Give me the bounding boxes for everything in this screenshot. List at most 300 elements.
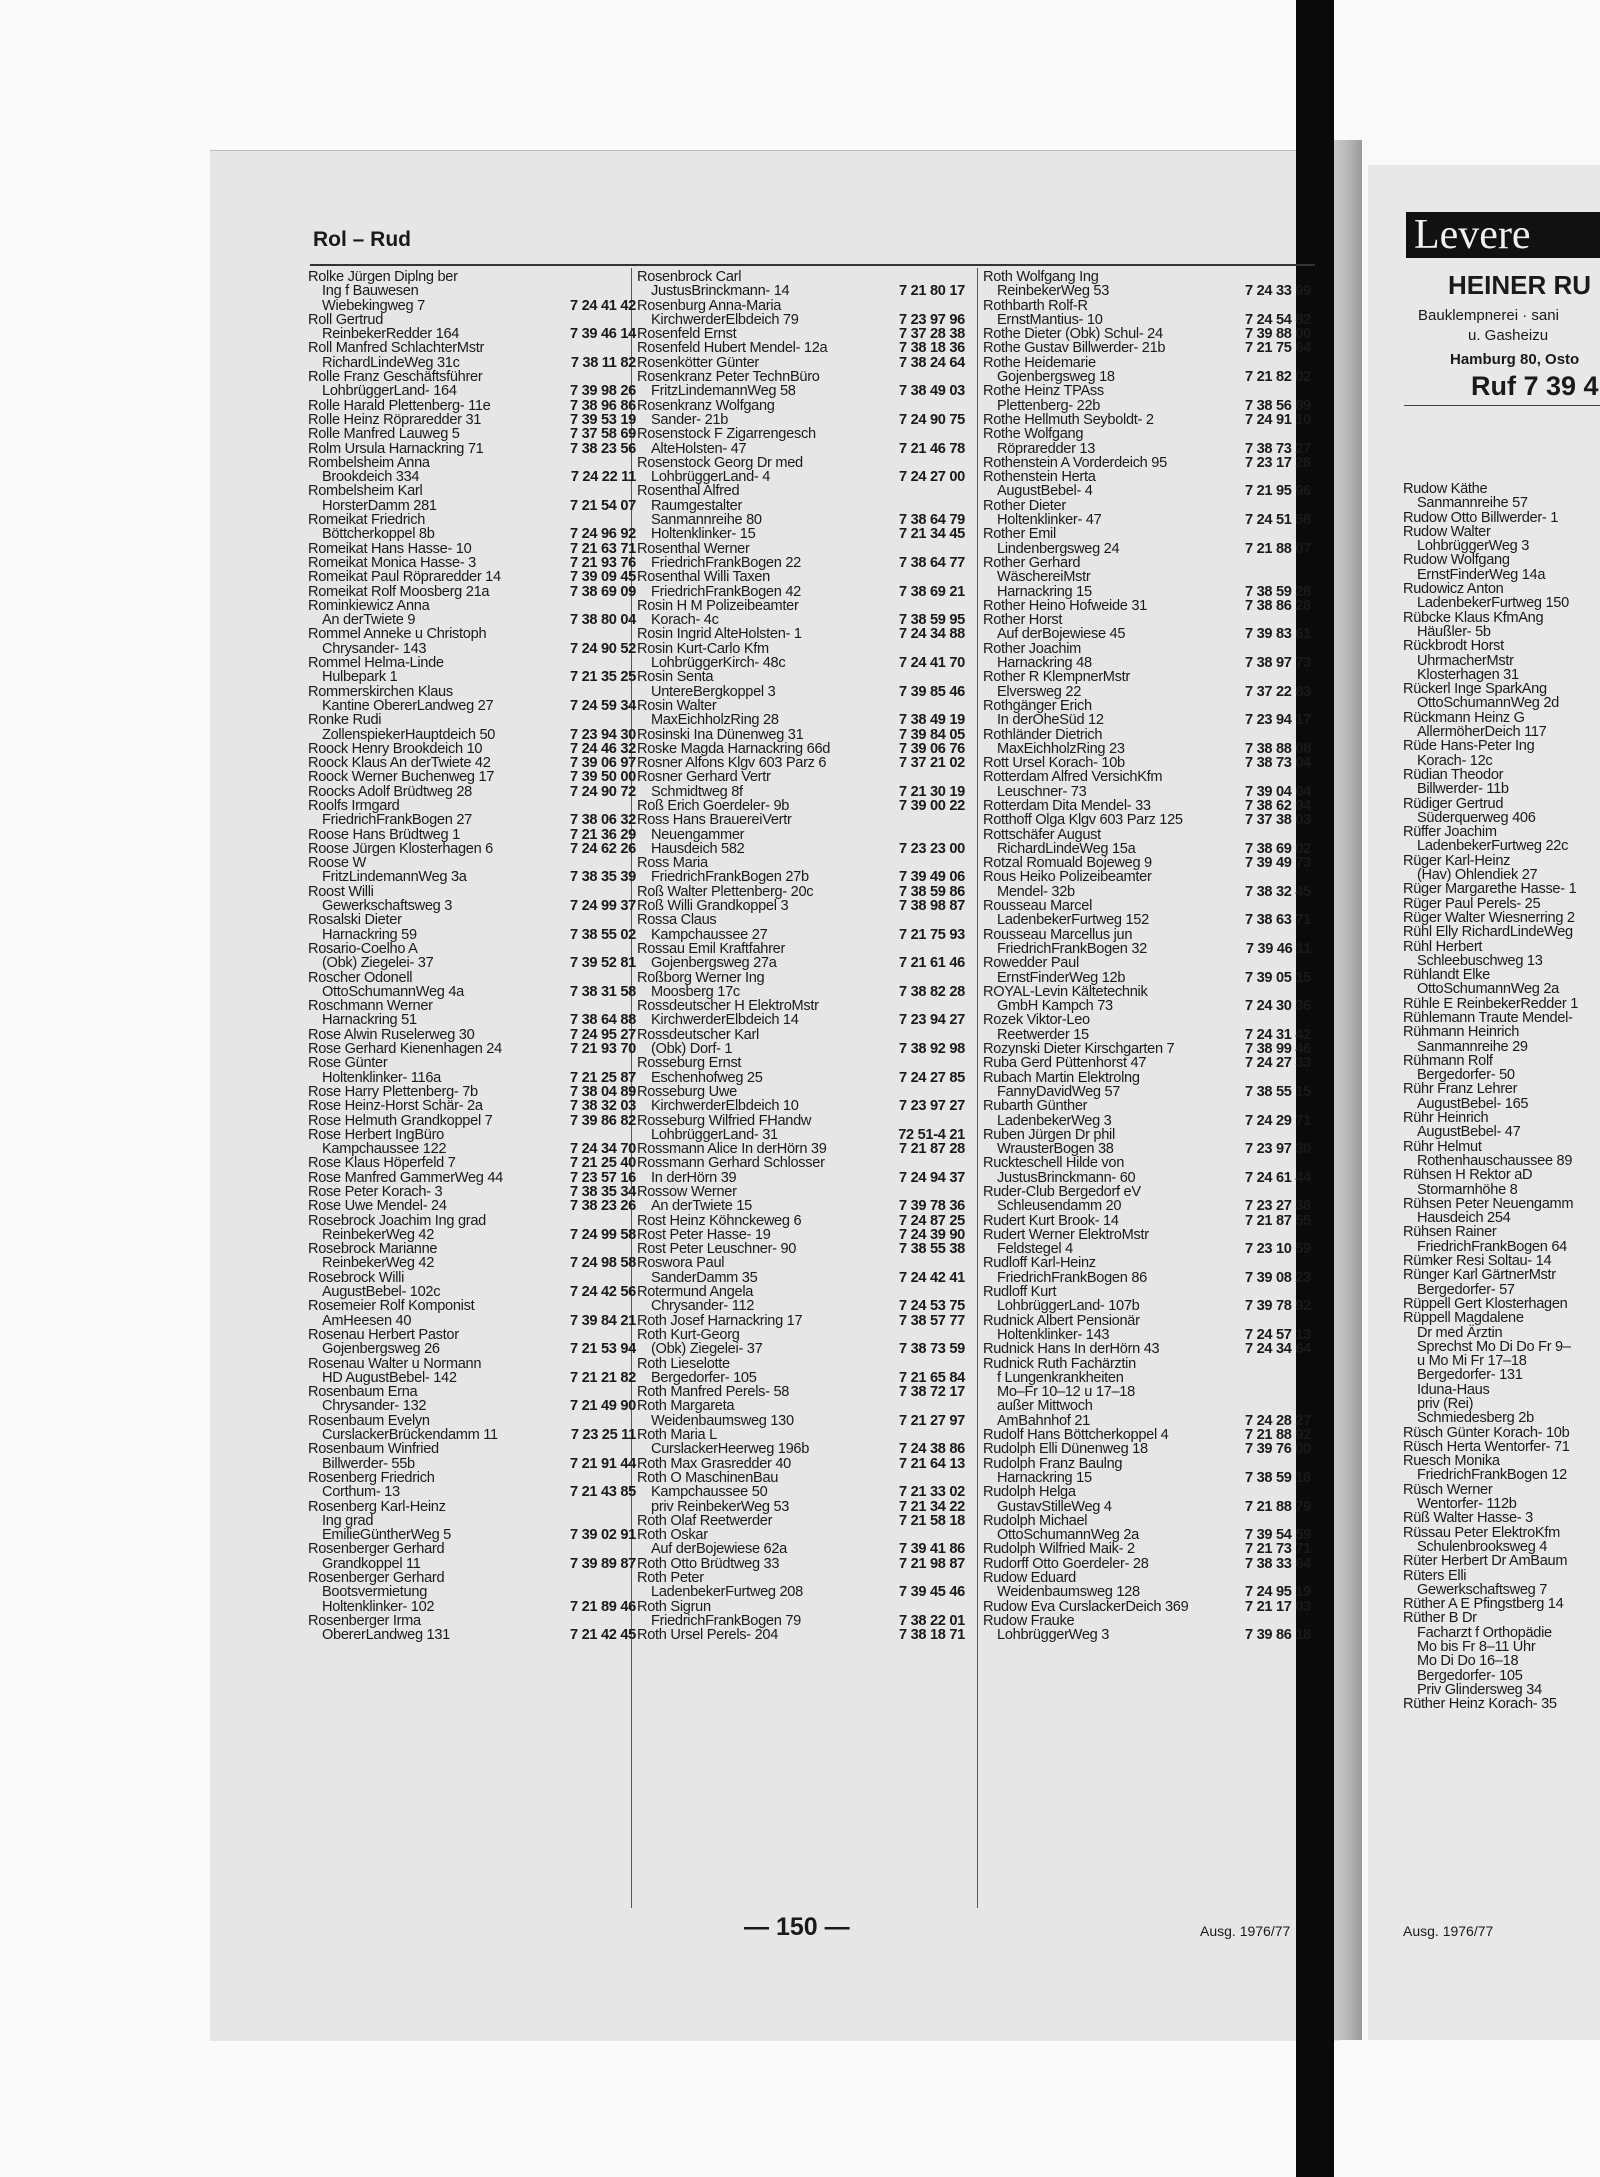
directory-entry — [1403, 940, 1600, 969]
directory-entry — [637, 370, 965, 399]
entry-name: Roth O MaschinenBau — [637, 1470, 779, 1486]
entry-name: Rothländer Dietrich — [983, 727, 1103, 742]
directory-entry — [308, 885, 636, 914]
entry-address-line: Holtenklinker- 15 — [651, 527, 756, 542]
entry-phone-number: 7 24 90 72 — [570, 783, 636, 800]
entry-phone-number: 7 38 99 46 — [1245, 1041, 1311, 1058]
entry-name: Roose Hans Brüdtweg 1 — [308, 827, 460, 842]
directory-entry — [308, 270, 636, 313]
entry-name: Rosenau Walter u Normann — [308, 1356, 482, 1371]
entry-phone-number: 7 24 42 41 — [899, 1269, 965, 1286]
entry-address-line: LadenbekerFurtweg 152 — [997, 913, 1149, 928]
directory-entry — [1403, 1268, 1600, 1297]
directory-entry — [308, 1214, 636, 1243]
entry-address-line: LohbrüggerWeg 3 — [997, 1628, 1110, 1643]
entry-name: Rolle Franz Geschäftsführer — [308, 370, 483, 385]
entry-address-line: FriedrichFrankBogen 27 — [322, 813, 472, 828]
entry-address-line: Schmiedesberg 2b — [1417, 1410, 1534, 1427]
entry-phone-number: 7 37 21 02 — [899, 755, 965, 772]
entry-address-line: ReinbekerRedder 164 — [322, 327, 460, 342]
entry-address-line: Bergedorfer- 131 — [1417, 1367, 1523, 1384]
entry-name: Rosenthal Werner — [637, 541, 750, 556]
directory-entry — [637, 1628, 965, 1642]
entry-name: Rudolph Elli Dünenweg 18 — [983, 1442, 1148, 1457]
entry-name: Rudnick Albert Pensionär — [983, 1313, 1140, 1328]
entry-name: Rossmann Alice In derHörn 39 — [637, 1142, 827, 1157]
directory-entry — [983, 1185, 1311, 1214]
entry-phone-number: 7 38 64 79 — [899, 512, 965, 529]
entry-name: Roth Max Grasredder 40 — [637, 1456, 792, 1471]
entry-name: Rosalski Dieter — [308, 913, 402, 928]
entry-address-line: LohbrüggerLand- 4 — [651, 470, 771, 485]
directory-entry — [983, 813, 1311, 827]
directory-entry — [637, 1242, 965, 1256]
entry-address-line: Raumgestalter — [651, 498, 743, 514]
directory-entry — [637, 856, 965, 885]
entry-name: Rothe Dieter (Obk) Schul- 24 — [983, 327, 1163, 342]
directory-entry — [308, 1099, 636, 1113]
directory-entry — [1403, 911, 1600, 925]
entry-name: Rüther A E Pfingstberg 14 — [1403, 1596, 1564, 1613]
directory-column-3 — [983, 270, 1311, 1643]
directory-entry — [637, 699, 965, 728]
entry-phone-number: 7 39 52 81 — [570, 955, 636, 972]
entry-name: Rosenkranz Peter TechnBüro — [637, 370, 820, 385]
directory-entry — [637, 599, 965, 628]
entry-phone-number: 7 38 88 08 — [1245, 740, 1311, 757]
entry-phone-number: 7 38 64 77 — [899, 554, 965, 571]
entry-name: Ruesch Monika — [1403, 1453, 1500, 1470]
entry-phone-number: 7 21 64 13 — [899, 1455, 965, 1472]
entry-name: Rückerl Inge SparkAng — [1403, 681, 1547, 698]
entry-phone-number: 7 38 06 32 — [570, 812, 636, 829]
entry-phone-number: 7 21 75 93 — [899, 926, 965, 943]
entry-phone-number: 7 38 23 26 — [570, 1198, 636, 1215]
entry-phone-number: 7 39 49 06 — [899, 869, 965, 886]
entry-phone-number: 7 21 27 97 — [899, 1412, 965, 1429]
entry-name: Rudow Eduard — [983, 1571, 1076, 1586]
entry-address-line: Harnackring 59 — [322, 927, 417, 942]
directory-entry — [308, 442, 636, 456]
directory-entry — [1403, 1554, 1600, 1568]
edition-label: Ausg. 1976/77 — [1200, 1923, 1291, 1939]
entry-name: Rosinski Ina Dünenweg 31 — [637, 727, 804, 742]
entry-name: Rossdeutscher H ElektroMstr — [637, 999, 819, 1014]
entry-phone-number: 7 23 10 59 — [1245, 1241, 1311, 1258]
page-header-range: Rol – Rud — [313, 228, 411, 251]
entry-phone-number: 7 21 34 22 — [899, 1498, 965, 1515]
entry-address-line: OttoSchumannWeg 2d — [1417, 695, 1559, 712]
entry-address-line: Auf derBojewiese 62a — [651, 1542, 787, 1557]
entry-phone-number: 7 38 49 19 — [899, 712, 965, 729]
entry-name: Rousseau Marcel — [983, 899, 1093, 914]
entry-name: Rotzal Romuald Bojeweg 9 — [983, 856, 1152, 871]
directory-entry — [1403, 1697, 1600, 1711]
directory-entry — [983, 327, 1311, 341]
directory-entry — [637, 1399, 965, 1428]
entry-name: Rose Heinz-Horst Schär- 2a — [308, 1099, 483, 1114]
entry-phone-number: 7 21 49 90 — [570, 1398, 636, 1415]
entry-phone-number: 7 21 89 46 — [570, 1598, 636, 1615]
entry-address-line: Chrysander- 112 — [651, 1299, 755, 1314]
entry-phone-number: 7 24 87 25 — [899, 1212, 965, 1229]
entry-name: Rommerskirchen Klaus — [308, 684, 453, 699]
entry-name: Roth Oskar — [637, 1528, 708, 1543]
entry-address-line: Korach- 4c — [651, 613, 719, 628]
entry-name: Rubarth Günther — [983, 1099, 1088, 1114]
directory-entry — [637, 1600, 965, 1629]
directory-entry — [983, 599, 1311, 613]
entry-phone-number: 7 21 53 94 — [570, 1341, 636, 1358]
directory-entry — [1403, 739, 1600, 768]
ad-rule — [1404, 405, 1600, 406]
entry-name: Rother Horst — [983, 613, 1063, 628]
directory-entry — [1403, 1140, 1600, 1169]
entry-address-line: Mo bis Fr 8–11 Uhr — [1417, 1639, 1536, 1656]
entry-name: Ross Hans BrauereiVertr — [637, 813, 792, 828]
directory-entry — [308, 1328, 636, 1357]
entry-name: Rudow Eva CurslackerDeich 369 — [983, 1599, 1189, 1614]
entry-phone-number: 7 38 96 86 — [570, 397, 636, 414]
entry-phone-number: 7 39 02 91 — [570, 1527, 636, 1544]
directory-entry — [637, 399, 965, 428]
entry-name: Rozynski Dieter Kirschgarten 7 — [983, 1042, 1175, 1057]
entry-name: Rose Günter — [308, 1056, 388, 1071]
directory-entry — [1403, 797, 1600, 826]
directory-entry — [983, 699, 1311, 728]
entry-name: Roock Werner Buchenweg 17 — [308, 770, 495, 785]
entry-address-line: Gojenbergsweg 18 — [997, 370, 1115, 385]
entry-name: Rombelsheim Karl — [308, 484, 423, 499]
directory-entry — [983, 1214, 1311, 1228]
directory-entry — [308, 484, 636, 513]
entry-name: Rousseau Marcellus jun — [983, 927, 1133, 942]
directory-entry — [983, 1614, 1311, 1643]
directory-entry — [308, 313, 636, 342]
entry-phone-number: 7 39 84 05 — [899, 726, 965, 743]
entry-phone-number: 7 21 25 87 — [570, 1069, 636, 1086]
entry-address-line: Holtenklinker- 116a — [322, 1070, 441, 1085]
entry-phone-number: 7 23 25 11 — [570, 1427, 636, 1444]
entry-name: Rous Heiko Polizeibeamter — [983, 870, 1152, 885]
entry-name: Roth Maria L — [637, 1428, 717, 1443]
entry-name: Roswora Paul — [637, 1256, 725, 1271]
entry-phone-number: 7 39 06 97 — [570, 755, 636, 772]
entry-phone-number: 7 21 35 25 — [570, 669, 636, 686]
entry-name: Rotthoff Olga Klgv 603 Parz 125 — [983, 813, 1183, 828]
entry-phone-number: 7 39 88 00 — [1245, 326, 1311, 343]
entry-name: Ross Maria — [637, 856, 708, 871]
directory-entry — [637, 813, 965, 856]
entry-name: Rose Alwin Ruselerweg 30 — [308, 1027, 475, 1043]
entry-name: Rolm Ursula Harnackring 71 — [308, 441, 484, 456]
directory-entry — [308, 913, 636, 942]
entry-address-line: Eschenhofweg 25 — [651, 1070, 763, 1085]
entry-address-line: Leuschner- 73 — [997, 784, 1087, 799]
entry-address-line: An derTwiete 9 — [322, 613, 416, 628]
entry-phone-number: 7 21 80 17 — [899, 283, 965, 300]
directory-entry — [983, 1457, 1311, 1486]
entry-address-line: Chrysander- 143 — [322, 641, 427, 657]
directory-entry — [983, 299, 1311, 328]
directory-entry — [1403, 1440, 1600, 1454]
entry-name: Rünger Karl GärtnerMstr — [1403, 1267, 1556, 1284]
directory-entry — [637, 1528, 965, 1557]
entry-phone-number: 7 39 85 46 — [899, 683, 965, 700]
directory-entry — [308, 971, 636, 1000]
entry-name: Roose Jürgen Klosterhagen 6 — [308, 841, 493, 857]
directory-entry — [983, 728, 1311, 757]
entry-phone-number: 7 24 31 42 — [1245, 1026, 1311, 1043]
entry-phone-number: 7 38 56 89 — [1245, 397, 1311, 414]
entry-phone-number: 7 39 46 11 — [1245, 940, 1311, 957]
entry-name: Rombelsheim Anna — [308, 455, 430, 471]
directory-entry — [983, 527, 1311, 556]
entry-address-line: Kampchaussee 50 — [651, 1485, 768, 1500]
entry-phone-number: 7 38 73 04 — [1245, 755, 1311, 772]
entry-name: Rosin H M Polizeibeamter — [637, 598, 799, 614]
directory-entry — [637, 341, 965, 355]
directory-entry — [308, 756, 636, 770]
entry-address-line: OttoSchumannWeg 4a — [322, 984, 464, 1000]
entry-phone-number: 7 39 78 36 — [899, 1198, 965, 1215]
entry-address-line: Holtenklinker- 143 — [997, 1327, 1110, 1343]
entry-phone-number: 7 39 53 19 — [570, 411, 636, 428]
entry-name: Rother Heino Hofweide 31 — [983, 598, 1147, 614]
entry-address-line: priv ReinbekerWeg 53 — [651, 1499, 790, 1514]
directory-entry — [1403, 1054, 1600, 1083]
directory-entry — [308, 427, 636, 441]
entry-name: Rosenfeld Hubert Mendel- 12a — [637, 341, 828, 356]
entry-name: Roll Manfred SchlachterMstr — [308, 341, 485, 356]
entry-name: Rose Klaus Höperfeld 7 — [308, 1156, 456, 1171]
entry-address-line: Facharzt f Orthopädie — [1417, 1624, 1552, 1641]
entry-phone-number: 7 24 54 82 — [1245, 311, 1311, 328]
directory-entry — [637, 1571, 965, 1600]
entry-address-line: JustusBrinckmann- 14 — [651, 284, 790, 299]
entry-name: Rossau Emil Kraftfahrer — [637, 941, 786, 957]
entry-address-line: HorsterDamm 281 — [322, 498, 437, 514]
entry-phone-number: 7 24 46 32 — [570, 740, 636, 757]
entry-address-line: OttoSchumannWeg 2a — [1417, 981, 1559, 998]
directory-entry — [637, 728, 965, 742]
entry-phone-number: 7 39 50 00 — [570, 769, 636, 786]
entry-address-line: RichardLindeWeg 31c — [322, 355, 460, 371]
entry-address-line: Neuengammer — [651, 827, 745, 842]
entry-name: Rühl Herbert — [1403, 938, 1483, 955]
entry-phone-number: 7 21 91 44 — [570, 1455, 636, 1472]
entry-name: Rudert Kurt Brook- 14 — [983, 1213, 1119, 1228]
directory-entry — [308, 570, 636, 584]
directory-entry — [1403, 682, 1600, 711]
directory-entry — [1403, 897, 1600, 911]
directory-entry — [308, 1242, 636, 1271]
entry-name: Rothe Wolfgang — [983, 427, 1084, 442]
entry-phone-number: 7 38 32 03 — [570, 1098, 636, 1115]
entry-name: Rost Heinz Köhnckeweg 6 — [637, 1213, 802, 1228]
entry-address-line: ErnstMantius- 10 — [997, 312, 1103, 328]
entry-name: Rosebrock Willi — [308, 1270, 405, 1286]
directory-entry — [1403, 1197, 1600, 1226]
directory-entry — [308, 513, 636, 542]
directory-entry — [983, 770, 1311, 799]
entry-name: Rühr Heinrich — [1403, 1110, 1489, 1127]
entry-name: Roth Ursel Perels- 204 — [637, 1628, 779, 1643]
entry-address-line: Billwerder- 55b — [322, 1456, 415, 1471]
entry-name: Rother Emil — [983, 527, 1056, 542]
entry-name: Rothe Gustav Billwerder- 21b — [983, 341, 1166, 356]
entry-address-line: UhrmacherMstr — [1417, 652, 1514, 669]
directory-entry — [637, 627, 965, 641]
entry-address-line: Klosterhagen 31 — [1417, 666, 1519, 683]
directory-entry — [983, 1156, 1311, 1185]
directory-entry — [1403, 639, 1600, 682]
directory-entry — [637, 327, 965, 341]
directory-entry — [983, 556, 1311, 599]
entry-name: Rosenkötter Günter — [637, 355, 759, 371]
entry-phone-number: 7 38 31 58 — [570, 983, 636, 1000]
entry-address-line: außer Mittwoch — [997, 1399, 1093, 1414]
entry-name: Rudloff Kurt — [983, 1285, 1057, 1300]
entry-phone-number: 7 24 27 00 — [899, 469, 965, 486]
entry-address-line: (Obk) Dorf- 1 — [651, 1042, 733, 1057]
entry-name: Ruben Jürgen Dr phil — [983, 1127, 1115, 1143]
entry-name: Rothbarth Rolf-R — [983, 298, 1088, 313]
entry-address-line: Auf derBojewiese 45 — [997, 627, 1126, 642]
entry-phone-number: 7 21 43 85 — [570, 1484, 636, 1501]
directory-entry — [308, 799, 636, 828]
entry-address-line: KirchwerderElbdeich 14 — [651, 1013, 799, 1028]
entry-phone-number: 7 21 46 78 — [899, 440, 965, 457]
entry-phone-number: 7 38 18 71 — [899, 1627, 965, 1644]
entry-address-line: FriedrichFrankBogen 27b — [651, 870, 809, 885]
entry-address-line: MaxEichholzRing 23 — [997, 741, 1125, 757]
directory-entry — [983, 642, 1311, 671]
entry-name: Rother R KlempnerMstr — [983, 670, 1130, 685]
directory-entry — [983, 956, 1311, 985]
directory-page-right — [1368, 165, 1600, 2040]
entry-phone-number: 7 38 59 86 — [899, 883, 965, 900]
entry-name: Rosebrock Joachim Ing grad — [308, 1213, 486, 1228]
directory-entry — [308, 999, 636, 1028]
directory-entry — [983, 356, 1311, 385]
entry-address-line: Schleebuschweg 13 — [1417, 952, 1543, 969]
entry-address-line: Weidenbaumsweg 128 — [997, 1585, 1140, 1600]
entry-phone-number: 7 23 94 17 — [1245, 712, 1311, 729]
entry-address-line: Wentorfer- 112b — [1417, 1496, 1517, 1513]
directory-entry — [1403, 1597, 1600, 1611]
entry-address-line: FriedrichFrankBogen 86 — [997, 1270, 1147, 1286]
entry-name: Rüther B Dr — [1403, 1610, 1477, 1627]
entry-name: Roth Otto Brüdtweg 33 — [637, 1556, 780, 1572]
entry-name: Rosenberger Gerhard — [308, 1571, 445, 1586]
directory-entry — [308, 585, 636, 599]
entry-address-line: Weidenbaumsweg 130 — [651, 1413, 794, 1429]
entry-name: Roock Klaus An derTwiete 42 — [308, 756, 491, 771]
entry-name: Roß Erich Goerdeler- 9b — [637, 798, 790, 814]
directory-entry — [1403, 1569, 1600, 1598]
entry-address-line: Priv Glindersweg 34 — [1417, 1681, 1542, 1698]
directory-entry — [308, 1185, 636, 1199]
entry-address-line: LadenbekerFurtweg 150 — [1417, 595, 1569, 612]
entry-name: Rüde Hans-Peter Ing — [1403, 738, 1535, 755]
directory-entry — [308, 713, 636, 742]
directory-entry — [637, 899, 965, 913]
directory-entry — [1403, 1254, 1600, 1268]
entry-address-line: ReinbekerWeg 42 — [322, 1227, 435, 1243]
entry-name: Rühle E ReinbekerRedder 1 — [1403, 995, 1579, 1012]
directory-entry — [308, 1199, 636, 1213]
entry-address-line: LadenbekerFurtweg 208 — [651, 1585, 803, 1600]
entry-phone-number: 7 39 41 86 — [899, 1541, 965, 1558]
entry-name: Rudow Otto Billwerder- 1 — [1403, 509, 1559, 526]
entry-address-line: An derTwiete 15 — [651, 1199, 752, 1214]
entry-phone-number: 7 24 27 33 — [1245, 1055, 1311, 1072]
directory-entry — [637, 1185, 965, 1214]
directory-entry — [1403, 553, 1600, 582]
entry-name: Rüter Herbert Dr AmBaum — [1403, 1553, 1568, 1570]
directory-entry — [983, 1357, 1311, 1428]
directory-entry — [983, 1557, 1311, 1571]
directory-entry — [308, 770, 636, 784]
entry-address-line: Corthum- 13 — [322, 1485, 400, 1500]
ad-phone: Ruf 7 39 4 — [1471, 371, 1599, 401]
entry-phone-number: 7 38 62 94 — [1245, 797, 1311, 814]
directory-entry — [637, 670, 965, 699]
entry-name: Rubach Martin Elektrolng — [983, 1070, 1140, 1085]
directory-entry — [308, 1085, 636, 1099]
entry-phone-number: 7 24 95 19 — [1245, 1584, 1311, 1601]
directory-entry — [308, 1128, 636, 1157]
entry-address-line: Böttcherkoppel 8b — [322, 527, 435, 542]
directory-entry — [308, 456, 636, 485]
entry-name: Rosin Walter — [637, 698, 717, 714]
entry-address-line: Sanmannreihe 80 — [651, 513, 762, 528]
directory-entry — [637, 1056, 965, 1085]
entry-address-line: Bergedorfer- 50 — [1417, 1067, 1515, 1084]
entry-address-line: ZollenspiekerHauptdeich 50 — [322, 727, 496, 742]
entry-name: Roth Wolfgang Ing — [983, 270, 1099, 285]
entry-name: Rottschäfer August — [983, 827, 1101, 842]
entry-phone-number: 7 24 90 52 — [570, 640, 636, 657]
entry-phone-number: 7 38 82 28 — [899, 983, 965, 1000]
directory-entry — [983, 1042, 1311, 1056]
entry-phone-number: 7 39 84 21 — [570, 1312, 636, 1329]
entry-name: Romeikat Friedrich — [308, 513, 426, 528]
entry-phone-number: 7 37 28 38 — [899, 326, 965, 343]
directory-entry — [1403, 968, 1600, 997]
entry-name: Ruba Gerd Püttenhorst 47 — [983, 1056, 1147, 1071]
entry-address-line: Harnackring 15 — [997, 584, 1092, 599]
entry-address-line: Wiebekingweg 7 — [322, 298, 425, 313]
entry-address-line: Grandkoppel 11 — [322, 1556, 421, 1572]
entry-name: Romeikat Paul Röpraredder 14 — [308, 570, 501, 585]
directory-entry — [308, 1500, 636, 1543]
entry-phone-number: 7 39 08 23 — [1245, 1269, 1311, 1286]
entry-name: Rosenberger Irma — [308, 1613, 421, 1629]
entry-phone-number: 7 23 57 16 — [570, 1169, 636, 1186]
entry-name: Roose W — [308, 856, 366, 871]
entry-address-line: f Lungenkrankheiten — [997, 1370, 1124, 1386]
entry-phone-number: 7 38 64 88 — [570, 1012, 636, 1029]
entry-address-line: Sprechst Mo Di Do Fr 9– — [1417, 1338, 1571, 1355]
entry-address-line: FritzLindemannWeg 3a — [322, 870, 467, 885]
directory-entry — [637, 484, 965, 527]
directory-entry — [983, 1228, 1311, 1257]
entry-phone-number: 7 21 17 03 — [1245, 1598, 1311, 1615]
entry-address-line: Moosberg 17c — [651, 984, 740, 1000]
entry-address-line: Gewerkschaftsweg 3 — [322, 899, 453, 914]
